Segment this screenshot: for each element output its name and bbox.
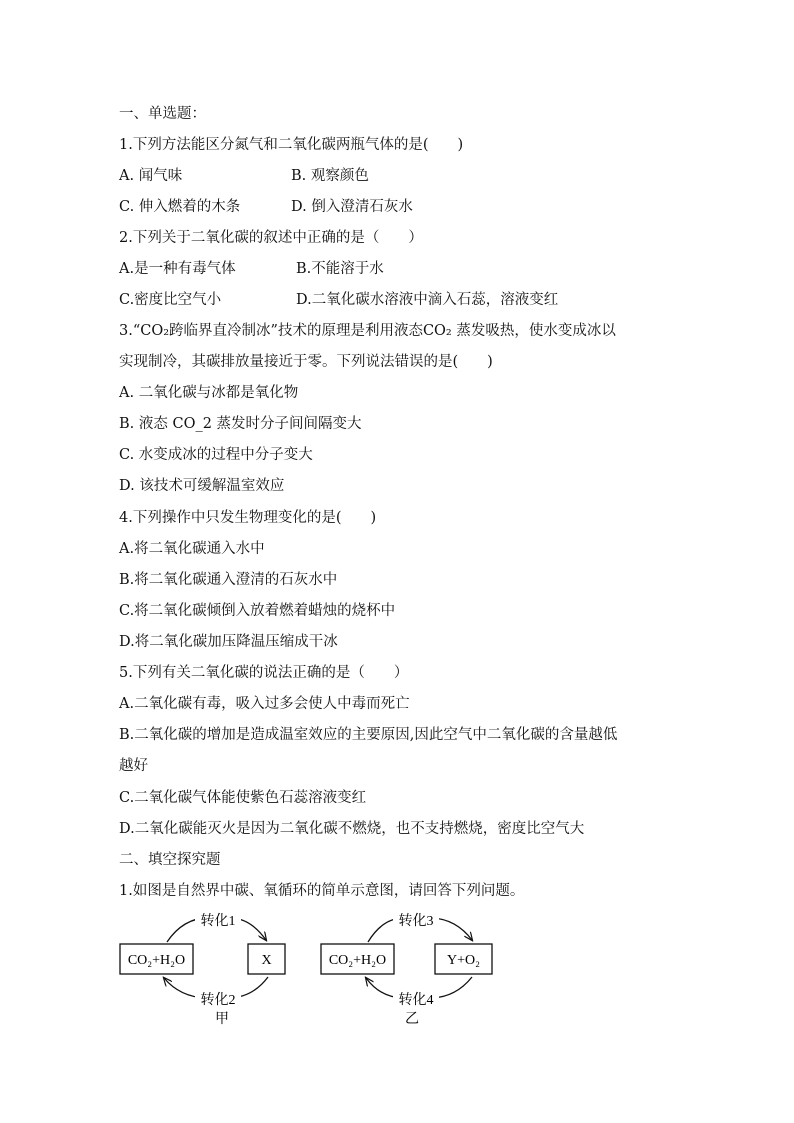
q4-option-a[interactable]: A.将二氧化碳通入水中 [119,541,265,557]
q1-options-row2 [119,197,413,217]
q5-option-b-line2[interactable]: 越好 [119,758,148,774]
q3-option-d[interactable]: D. 该技术可缓解温室效应 [119,478,285,494]
q2-option-d[interactable]: D.二氧化碳水溶液中滴入石蕊，溶液变红 [296,292,559,308]
q4-option-c[interactable]: C.将二氧化碳倾倒入放着燃着蜡烛的烧杯中 [119,603,396,619]
q5-option-c[interactable]: C.二氧化碳气体能使紫色石蕊溶液变红 [119,790,367,806]
fill1-stem: 1.如图是自然界中碳、氧循环的简单示意图，请回答下列问题。 [119,883,525,899]
q5-option-d[interactable]: D.二氧化碳能灭火是因为二氧化碳不燃烧，也不支持燃烧，密度比空气大 [119,821,585,837]
q5-stem: 5.下列有关二氧化碳的说法正确的是（ ） [119,665,409,681]
q2-stem: 2.下列关于二氧化碳的叙述中正确的是（ ） [119,230,423,246]
jia-box-right-label: X [261,953,272,968]
diagram-yi [321,911,492,1027]
yi-bottom-label: 转化4 [398,993,434,1008]
q2-option-c[interactable]: C.密度比空气小 [119,292,222,308]
q1-stem: 1.下列方法能区分氮气和二氧化碳两瓶气体的是( ) [119,137,464,153]
q2-options-row2 [119,290,558,310]
jia-top-label: 转化1 [200,914,236,929]
q4-option-b[interactable]: B.将二氧化碳通入澄清的石灰水中 [119,572,338,588]
diagram-jia [120,911,285,1027]
q5-option-b-line1[interactable]: B.二氧化碳的增加是造成温室效应的主要原因,因此空气中二氧化碳的含量越低 [119,727,618,743]
q4-stem: 4.下列操作中只发生物理变化的是( ) [119,510,377,526]
q2-option-b[interactable]: B.不能溶于水 [296,261,384,277]
section-2-title: 二、填空探究题 [119,852,221,868]
jia-box-left-label: CO₂+H₂O [127,953,186,968]
q3-stem-line2: 实现制冷，其碳排放量接近于零。下列说法错误的是( ) [119,354,493,370]
q5-option-a[interactable]: A.二氧化碳有毒，吸入过多会使人中毒而死亡 [119,696,410,712]
jia-caption: 甲 [215,1012,229,1027]
section-1-title: 一、单选题： [119,106,206,122]
q3-stem-line1: 3.“CO₂跨临界直冷制冰”技术的原理是利用液态CO₂ 蒸发吸热，使水变成冰以 [119,323,616,339]
q1-options-row1 [119,166,369,186]
q1-option-d[interactable]: D. 倒入澄清石灰水 [291,199,413,215]
yi-box-left-label: CO₂+H₂O [328,953,387,968]
carbon-oxygen-cycle-diagram [110,905,510,1030]
q3-option-a[interactable]: A. 二氧化碳与冰都是氧化物 [119,385,299,401]
yi-top-label: 转化3 [398,914,434,929]
q3-option-c[interactable]: C. 水变成冰的过程中分子变大 [119,447,313,463]
q1-option-c[interactable]: C. 伸入燃着的木条 [119,199,241,215]
q1-option-b[interactable]: B. 观察颜色 [291,168,369,184]
yi-caption: 乙 [405,1012,419,1027]
q1-option-a[interactable]: A. 闻气味 [119,168,183,184]
q3-option-b[interactable]: B. 液态 CO_2 蒸发时分子间间隔变大 [119,416,362,432]
q2-options-row1 [119,259,384,279]
jia-bottom-label: 转化2 [200,993,236,1008]
q4-option-d[interactable]: D.将二氧化碳加压降温压缩成干冰 [119,634,338,650]
q2-option-a[interactable]: A.是一种有毒气体 [119,261,236,277]
yi-box-right-label: Y+O₂ [447,953,480,968]
